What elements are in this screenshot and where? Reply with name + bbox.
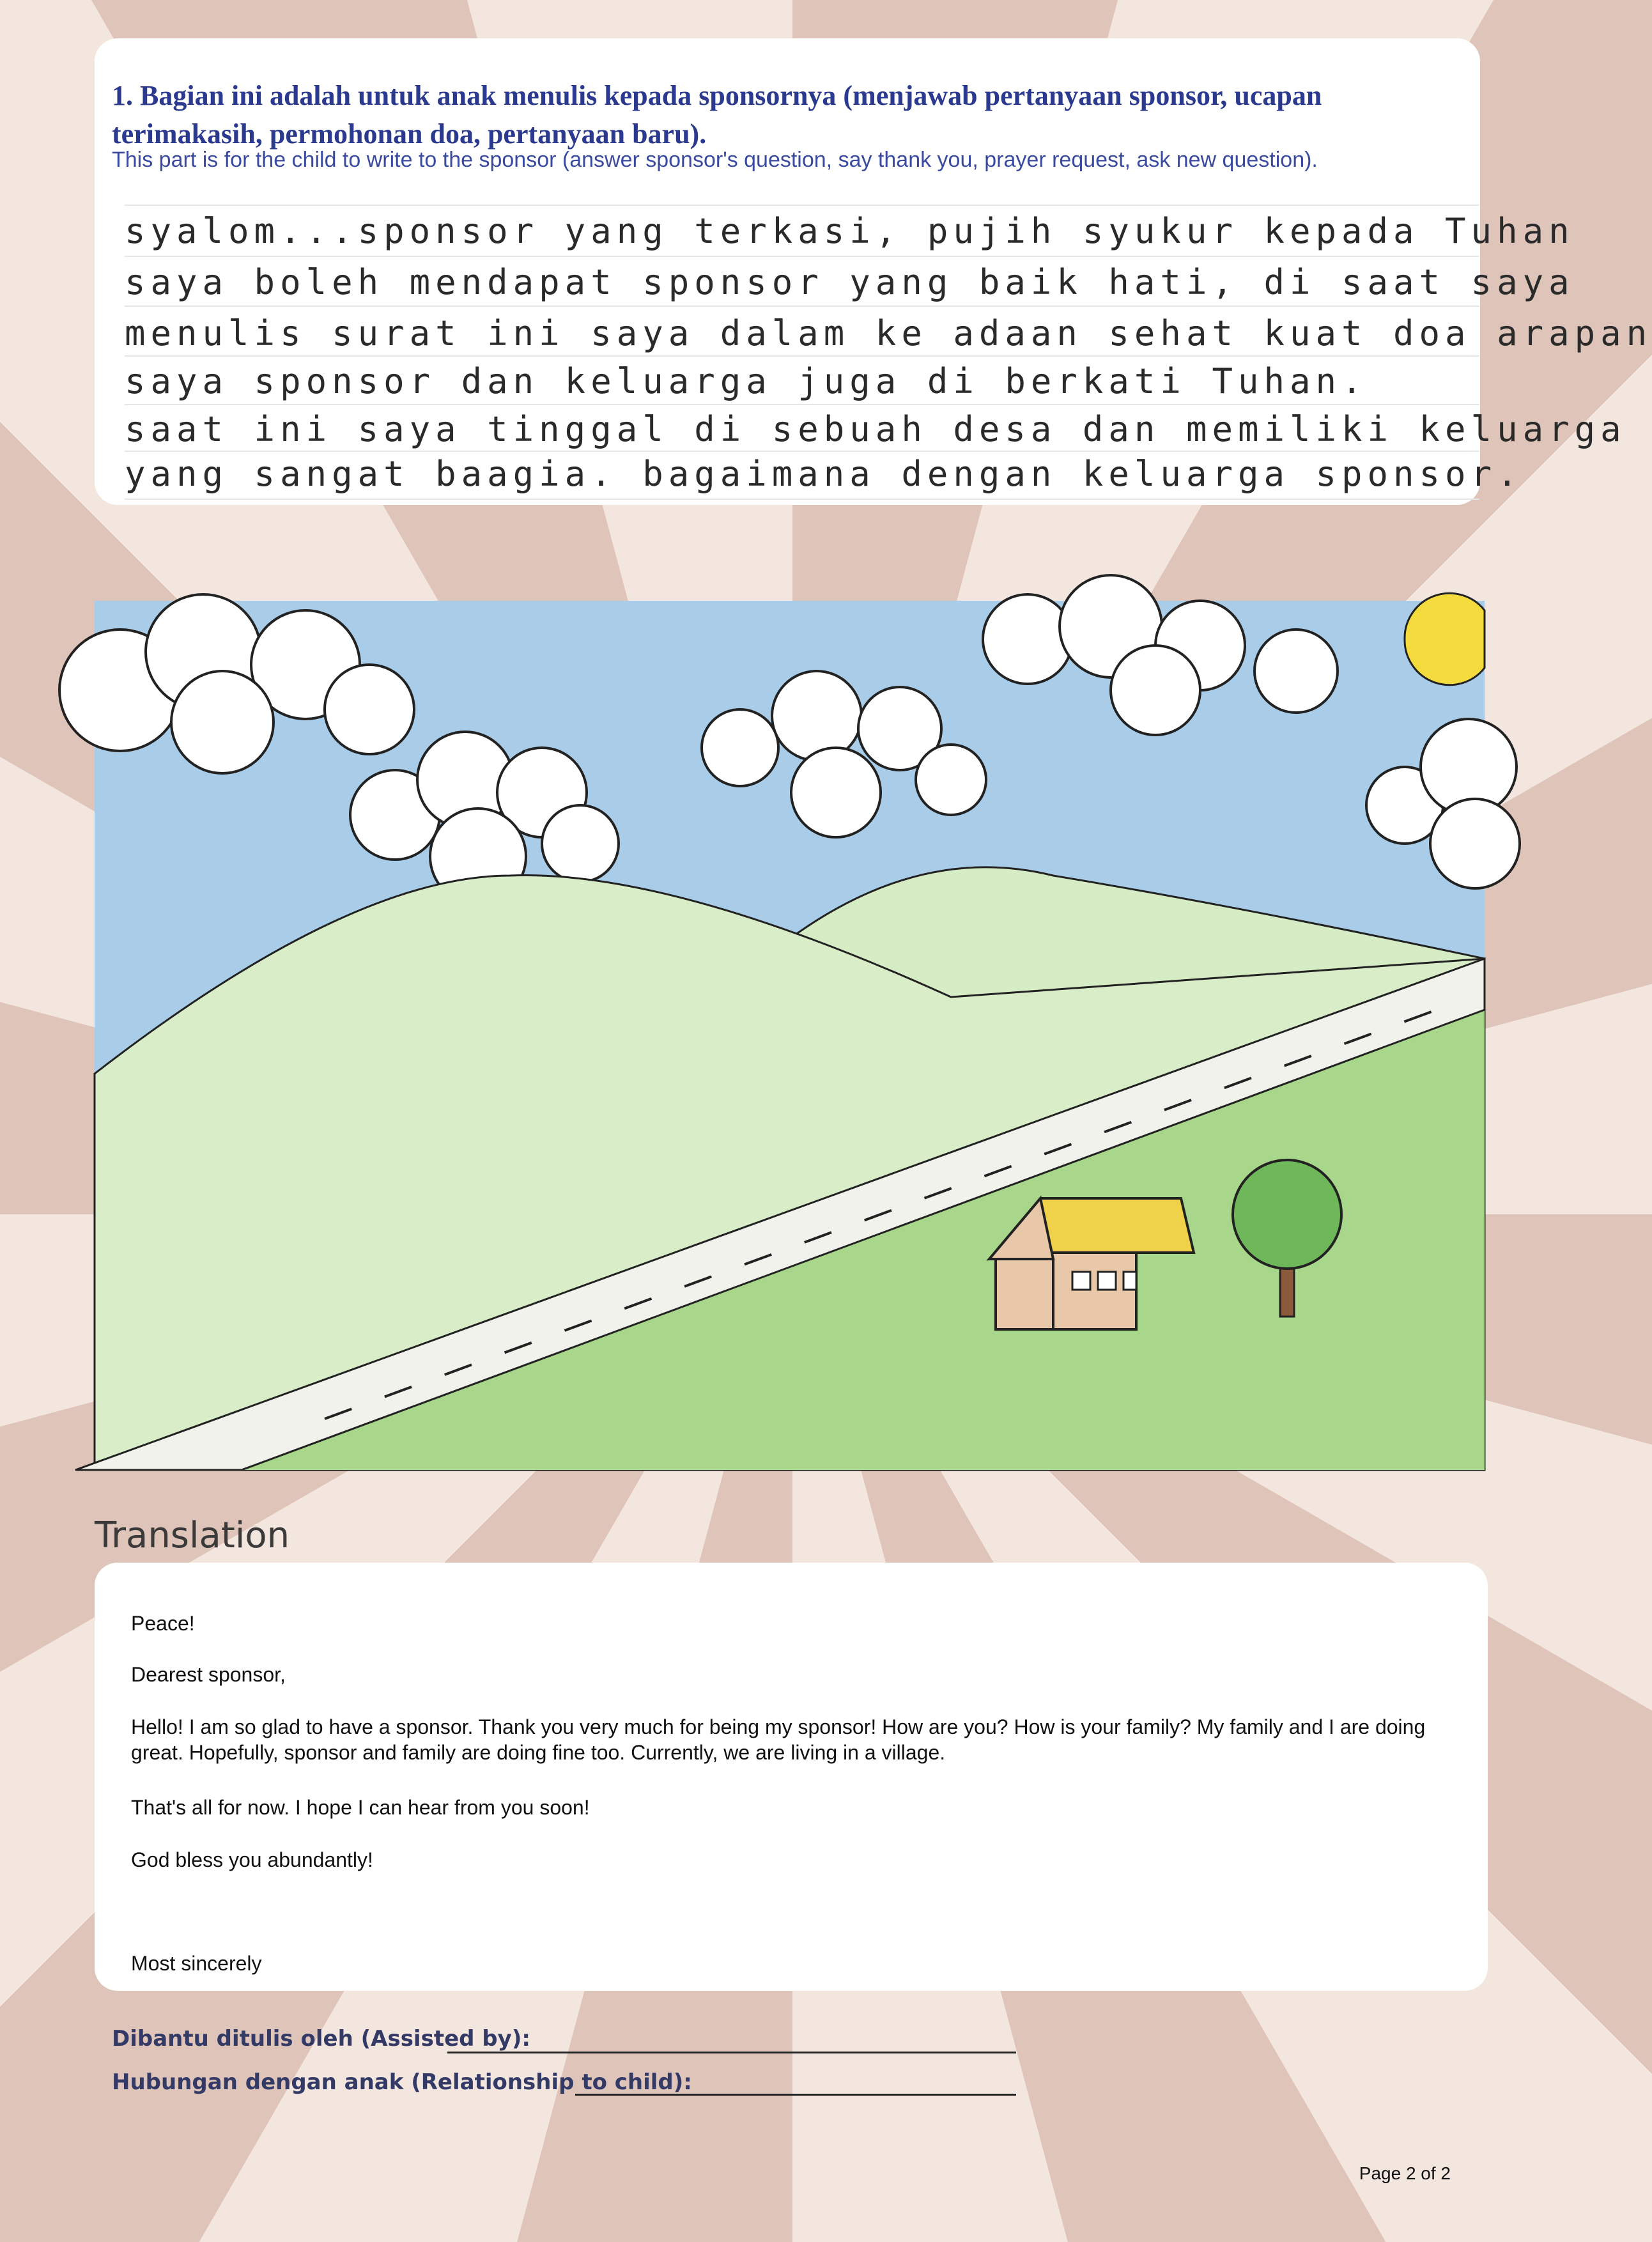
page-number: Page 2 of 2	[1359, 2163, 1451, 2183]
ruled-line	[125, 355, 1479, 357]
ruled-line	[125, 404, 1479, 405]
relationship-label: Hubungan dengan anak (Relationship to child):	[112, 2069, 692, 2095]
handwritten-line-5: saat ini saya tinggal di sebuah desa dan memiliki keluarga	[125, 409, 1626, 449]
translation-salutation: Dearest sponsor,	[131, 1663, 286, 1686]
handwritten-line-3: menulis surat ini saya dalam ke adaan sehat kuat doa arapan	[125, 313, 1652, 353]
handwritten-line-4: saya sponsor dan keluarga juga di berkati Tuhan.	[125, 361, 1368, 401]
instruction-indonesian: 1. Bagian ini adalah untuk anak menulis kepada sponsornya (menjawab pertanyaan sponsor, ucapan terimakasih, permohonan doa, pertanyaan baru).	[112, 80, 1322, 150]
ruled-line	[125, 205, 1479, 206]
ruled-line	[125, 305, 1479, 307]
handwritten-line-6: yang sangat baagia. bagaimana dengan keluarga sponsor.	[125, 454, 1523, 494]
relationship-field[interactable]	[575, 2094, 1016, 2096]
translation-blessing: God bless you abundantly!	[131, 1848, 373, 1871]
translation-greeting: Peace!	[131, 1612, 195, 1635]
translation-title: Translation	[95, 1515, 290, 1556]
child-drawing	[95, 601, 1485, 1470]
handwritten-line-2: saya boleh mendapat sponsor yang baik hati, di saat saya	[125, 262, 1575, 302]
translation-body: Hello! I am so glad to have a sponsor. Thank you very much for being my sponsor! How are you? How is your family? My family and I are doing great. Hopefully, sponsor and family are doing fine too. Currently, we are living in a village.	[131, 1715, 1426, 1764]
translation-closing-line: That's all for now. I hope I can hear from you soon!	[131, 1796, 590, 1819]
handwritten-line-1: syalom...sponsor yang terkasi, pujih syukur kepada Tuhan	[125, 211, 1575, 251]
instruction-english: This part is for the child to write to the sponsor (answer sponsor's question, say thank you, prayer request, ask new question).	[112, 148, 1318, 172]
sun-icon	[1405, 593, 1485, 684]
ruled-line	[125, 256, 1479, 257]
ruled-line	[125, 499, 1479, 500]
ruled-line	[125, 451, 1479, 452]
assisted-by-label: Dibantu ditulis oleh (Assisted by):	[112, 2026, 530, 2052]
assisted-by-field[interactable]	[447, 2052, 1016, 2053]
translation-signoff: Most sincerely	[131, 1952, 262, 1975]
